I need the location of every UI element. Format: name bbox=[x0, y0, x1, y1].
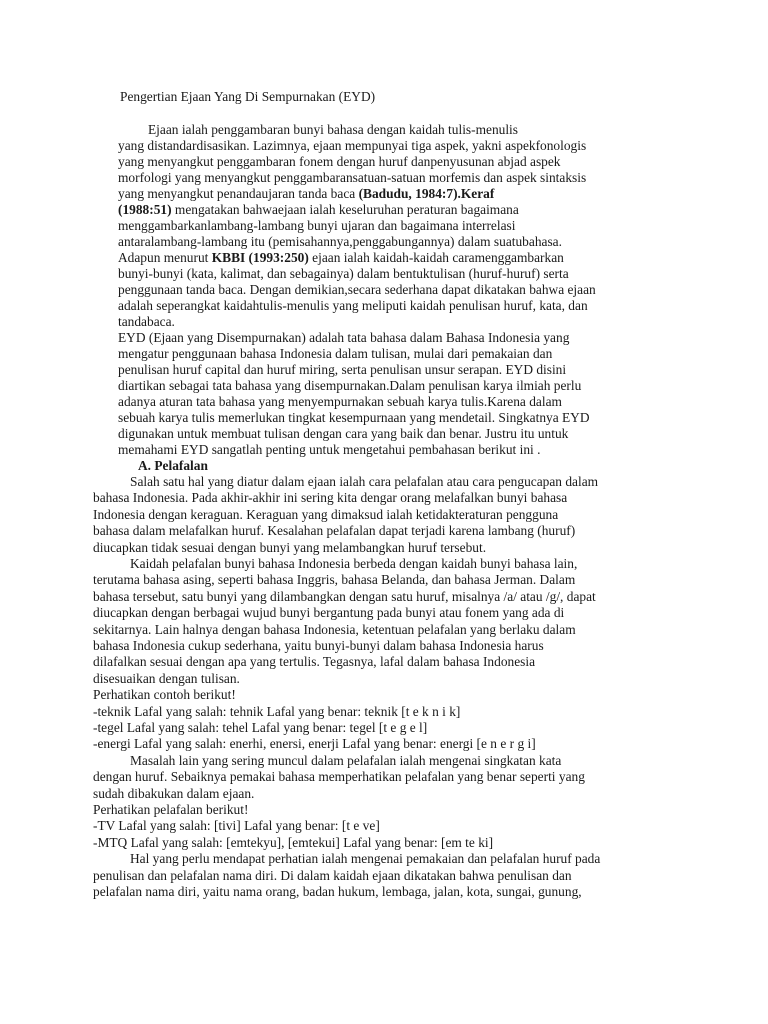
section-line: -teknik Lafal yang salah: tehnik Lafal yang benar: teknik [t e k n i k] bbox=[93, 704, 461, 719]
section-line: diucapkan tidak sesuai dengan bunyi yang melambangkan huruf tersebut. bbox=[93, 540, 487, 555]
line-text: yang menyangkut penandaujaran tanda baca bbox=[118, 186, 359, 201]
section-line: Perhatikan contoh berikut! bbox=[93, 687, 236, 702]
line-text: tandabaca. bbox=[118, 314, 175, 329]
intro-line bbox=[118, 426, 568, 442]
section-line: bahasa dalam melafalkan huruf. Kesalahan pelafalan dapat terjadi karena lambang (huruf) bbox=[93, 523, 576, 538]
line-text: mengatur penggunaan bahasa Indonesia dalam tulisan, mulai dari pemakaian dan bbox=[118, 346, 553, 361]
section-line: sudah dibakukan dalam ejaan. bbox=[93, 786, 255, 801]
intro-line bbox=[118, 362, 566, 378]
section-line: -energi Lafal yang salah: enerhi, enersi, enerji Lafal yang benar: energi [e n e r g i] bbox=[93, 736, 536, 751]
intro-line bbox=[118, 298, 588, 314]
intro-line bbox=[118, 378, 581, 394]
line-text: yang distandardisasikan. Lazimnya, ejaan mempunyai tiga aspek, yakni aspekfonologis bbox=[118, 138, 587, 153]
intro-line bbox=[118, 138, 586, 154]
document-title: Pengertian Ejaan Yang Di Sempurnakan (EYD) bbox=[120, 89, 376, 104]
intro-line bbox=[118, 202, 519, 218]
line-text: bunyi-bunyi (kata, kalimat, dan sebagainya) dalam bentuktulisan (huruf-huruf) serta bbox=[118, 266, 569, 281]
line-text: diartikan sebagai tata bahasa yang disempurnakan.Dalam penulisan karya ilmiah perlu bbox=[118, 378, 582, 393]
intro-line bbox=[118, 314, 175, 330]
section-line: -TV Lafal yang salah: [tivi] Lafal yang benar: [t e ve] bbox=[93, 818, 380, 833]
intro-line bbox=[118, 154, 561, 170]
intro-line bbox=[118, 442, 540, 458]
line-text: penggunaan tanda baca. Dengan demikian,secara sederhana dapat dikatakan bahwa ejaan bbox=[118, 282, 596, 297]
section-line: terutama bahasa asing, seperti bahasa Inggris, bahasa Belanda, dan bahasa Jerman. Dalam bbox=[93, 572, 576, 587]
intro-line bbox=[118, 250, 564, 266]
intro-line bbox=[118, 266, 569, 282]
line-text: adanya aturan tata bahasa yang menyempurnakan sebuah karya tulis.Karena dalam bbox=[118, 394, 562, 409]
section-line: Hal yang perlu mendapat perhatian ialah mengenai pemakaian dan pelafalan huruf pada bbox=[130, 851, 601, 866]
line-text: penulisan huruf capital dan huruf miring, serta penulisan unsur serapan. EYD disini bbox=[118, 362, 567, 377]
intro-line bbox=[118, 330, 569, 346]
line-text: adalah seperangkat kaidahtulis-menulis yang meliputi kaidah penulisan huruf, kata, dan bbox=[118, 298, 588, 313]
line-text: memahami EYD sangatlah penting untuk mengetahui pembahasan berikut ini . bbox=[118, 442, 541, 457]
section-line: dengan huruf. Sebaiknya pemakai bahasa memperhatikan pelafalan yang benar seperti yang bbox=[93, 769, 585, 784]
intro-line bbox=[118, 346, 552, 362]
section-line: Perhatikan pelafalan berikut! bbox=[93, 802, 249, 817]
line-text: digunakan untuk membuat tulisan dengan cara yang baik dan benar. Justru itu untuk bbox=[118, 426, 569, 441]
section-line: dilafalkan sesuai dengan apa yang tertulis. Tegasnya, lafal dalam bahasa Indonesia bbox=[93, 654, 536, 669]
line-text: morfologi yang menyangkut penggambaransatuan-satuan morfemis dan aspek sintaksis bbox=[118, 170, 587, 185]
section-line: penulisan dan pelafalan nama diri. Di dalam kaidah ejaan dikatakan bahwa penulisan dan bbox=[93, 868, 572, 883]
intro-line bbox=[118, 218, 515, 234]
intro-line bbox=[118, 186, 494, 202]
intro-line bbox=[118, 410, 590, 426]
section-line: bahasa Indonesia cukup sederhana, yaitu bunyi-bunyi dalam bahasa Indonesia harus bbox=[93, 638, 544, 653]
section-heading: A. Pelafalan bbox=[138, 458, 208, 473]
line-text: Adapun menurut bbox=[118, 250, 212, 265]
line-text: menggambarkanlambang-lambang bunyi ujaran dan bagaimana interrelasi bbox=[118, 218, 516, 233]
line-text: antaralambang-lambang itu (pemisahannya,penggabungannya) dalam suatubahasa. bbox=[118, 234, 562, 249]
intro-line bbox=[148, 122, 518, 138]
section-line: bahasa tersebut, satu bunyi yang dilambangkan dengan satu huruf, misalnya /a/ atau /g/, dapat bbox=[93, 589, 596, 604]
section-line: bahasa Indonesia. Pada akhir-akhir ini sering kita dengar orang melafalkan bunyi bahasa bbox=[93, 490, 568, 505]
section-line: Indonesia dengan keraguan. Keraguan yang dimaksud ialah ketidakteraturan pengguna bbox=[93, 507, 559, 522]
citation-bold: (Badudu, 1984:7).Keraf bbox=[358, 186, 495, 201]
section-line: pelafalan nama diri, yaitu nama orang, badan hukum, lembaga, jalan, kota, sungai, gunung, bbox=[93, 884, 582, 899]
section-line: -tegel Lafal yang salah: tehel Lafal yang benar: tegel [t e g e l] bbox=[93, 720, 428, 735]
citation-bold: KBBI (1993:250) bbox=[211, 250, 309, 265]
intro-line bbox=[118, 282, 596, 298]
intro-line bbox=[118, 394, 562, 410]
section-line: diucapkan dengan berbagai wujud bunyi bergantung pada bunyi atau fonem yang ada di bbox=[93, 605, 565, 620]
citation-bold: (1988:51) bbox=[118, 202, 172, 217]
intro-line bbox=[118, 170, 586, 186]
section-line: Kaidah pelafalan bunyi bahasa Indonesia berbeda dengan kaidah bunyi bahasa lain, bbox=[130, 556, 578, 571]
line-text: mengatakan bahwaejaan ialah keseluruhan peraturan bagaimana bbox=[171, 202, 519, 217]
line-text: Ejaan ialah penggambaran bunyi bahasa dengan kaidah tulis-menulis bbox=[148, 122, 518, 137]
line-text: ejaan ialah kaidah-kaidah caramenggambarkan bbox=[308, 250, 564, 265]
section-line: Salah satu hal yang diatur dalam ejaan ialah cara pelafalan atau cara pengucapan dalam bbox=[130, 474, 599, 489]
section-line: sekitarnya. Lain halnya dengan bahasa Indonesia, ketentuan pelafalan yang berlaku dalam bbox=[93, 622, 576, 637]
section-line: disesuaikan dengan tulisan. bbox=[93, 671, 240, 686]
line-text: EYD (Ejaan yang Disempurnakan) adalah tata bahasa dalam Bahasa Indonesia yang bbox=[118, 330, 570, 345]
intro-line bbox=[118, 234, 562, 250]
line-text: sebuah karya tulis memerlukan tingkat kesempurnaan yang mendetail. Singkatnya EYD bbox=[118, 410, 590, 425]
section-line: Masalah lain yang sering muncul dalam pelafalan ialah mengenai singkatan kata bbox=[130, 753, 562, 768]
section-line: -MTQ Lafal yang salah: [emtekyu], [emtekui] Lafal yang benar: [em te ki] bbox=[93, 835, 494, 850]
line-text: yang menyangkut penggambaran fonem dengan huruf danpenyusunan abjad aspek bbox=[118, 154, 561, 169]
